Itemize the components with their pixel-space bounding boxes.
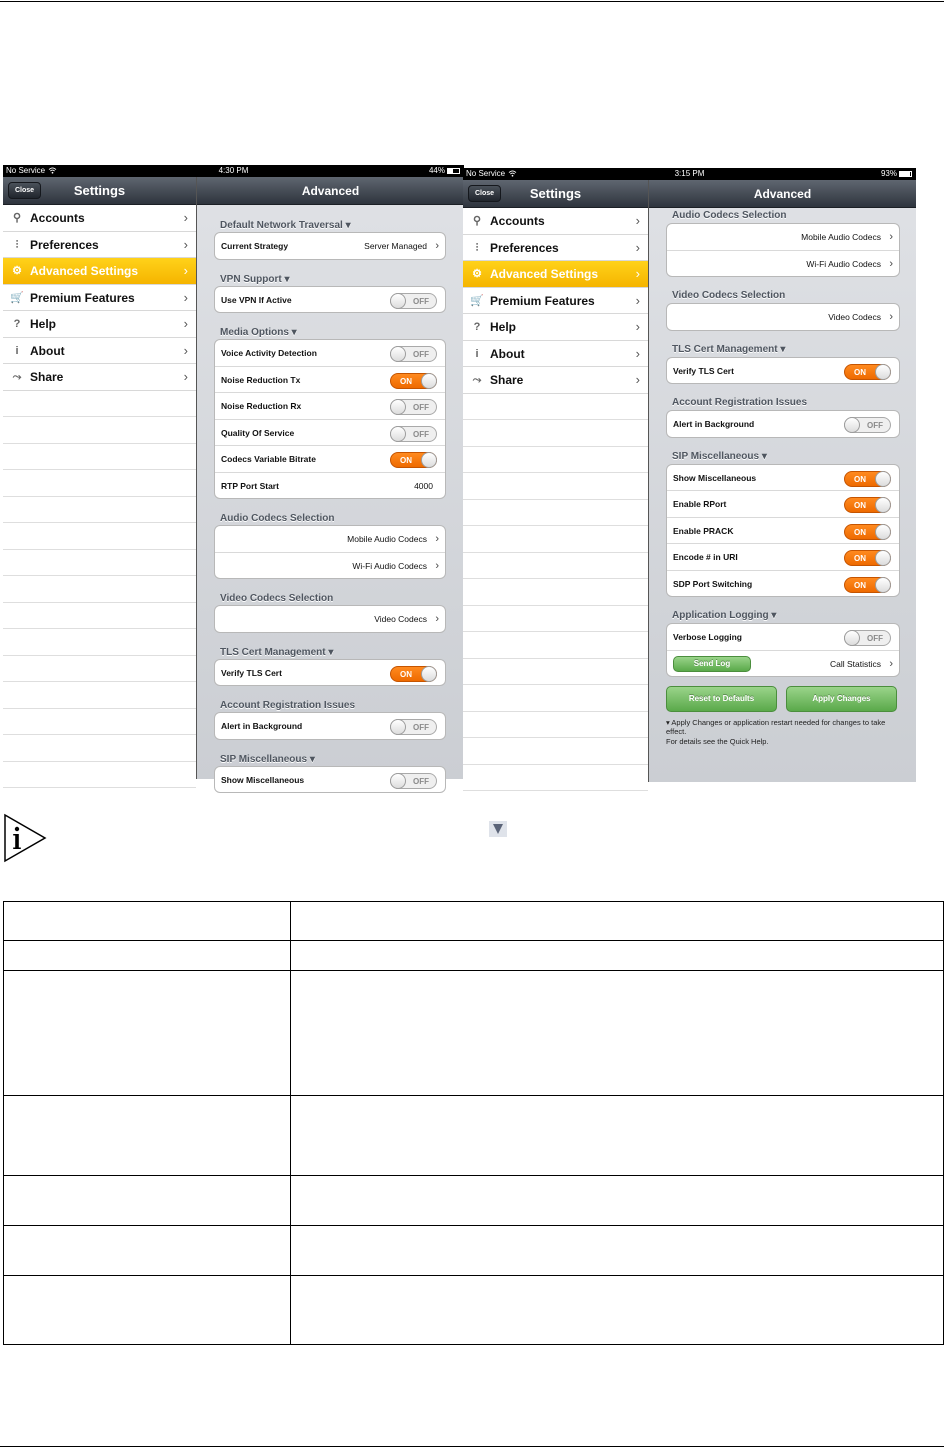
chevron-right-icon: ›	[435, 240, 439, 252]
toggle-knob	[844, 417, 860, 433]
setting-label: Alert in Background	[673, 419, 755, 429]
advanced-navbar	[197, 177, 464, 205]
quick-help-note: For details see the Quick Help.	[666, 737, 769, 746]
status-time: 4:30 PM	[218, 166, 249, 175]
settings-group	[666, 303, 900, 331]
section-title-vpn-support: VPN Support ▾	[220, 273, 290, 285]
info-note-icon	[3, 813, 47, 863]
chevron-right-icon: ›	[889, 657, 893, 670]
chevron-right-icon: ›	[635, 239, 640, 255]
table-cell-setting	[4, 971, 291, 1096]
menu-item-label: Premium Features	[30, 290, 135, 305]
toggle-state: ON	[400, 456, 412, 465]
setting-value: Mobile Audio Codecs	[801, 232, 881, 242]
empty-table-row	[463, 553, 648, 580]
status-time: 3:15 PM	[674, 169, 705, 178]
setting-value: Video Codecs	[828, 312, 881, 322]
empty-table-row	[3, 629, 196, 656]
menu-item-label: Premium Features	[490, 293, 595, 308]
settings-group	[214, 525, 446, 579]
toggle-knob	[421, 452, 437, 468]
battery-percent: 93%	[880, 169, 897, 178]
menu-item-label: Share	[30, 370, 64, 384]
toggle-switch[interactable]	[844, 577, 891, 593]
empty-table-row	[3, 603, 196, 630]
empty-table-row	[3, 417, 196, 444]
empty-table-row	[463, 447, 648, 474]
settings-group	[214, 232, 446, 260]
setting-value: Wi-Fi Audio Codecs	[352, 560, 427, 571]
section-title-tls-cert-management: TLS Cert Management ▾	[220, 646, 334, 658]
toggle-state: OFF	[413, 403, 429, 412]
toggle-state: ON	[854, 367, 866, 377]
setting-value: Mobile Audio Codecs	[347, 534, 427, 544]
toggle-knob	[390, 346, 406, 362]
chevron-right-icon: ›	[183, 263, 188, 278]
setting-label: Alert in Background	[221, 721, 303, 731]
toggle-knob	[390, 719, 406, 735]
menu-item-accounts[interactable]	[3, 205, 196, 232]
setting-row-verbose-logging[interactable]	[667, 624, 899, 651]
settings-description-table	[3, 901, 944, 1345]
chevron-right-icon: ›	[635, 266, 640, 281]
toggle-knob	[844, 630, 860, 646]
toggle-switch[interactable]	[844, 497, 891, 513]
accounts-icon: ⚲	[12, 212, 22, 224]
share-icon: ⤳	[472, 374, 482, 386]
menu-item-label: Advanced Settings	[30, 264, 139, 278]
menu-item-label: Preferences	[490, 240, 559, 255]
chevron-right-icon: ›	[183, 342, 188, 358]
chevron-right-icon: ›	[889, 257, 893, 270]
setting-label: Enable PRACK	[673, 525, 734, 536]
setting-row-wi-fi-audio-codecs[interactable]	[215, 553, 445, 580]
setting-label: Voice Activity Detection	[221, 348, 317, 358]
empty-table-row	[3, 762, 196, 789]
settings-group	[666, 223, 900, 277]
setting-row-mobile-audio-codecs[interactable]	[215, 526, 445, 553]
setting-label: Noise Reduction Rx	[221, 401, 302, 411]
setting-row-verify-tls-cert[interactable]	[215, 660, 445, 687]
menu-item-label: Share	[490, 373, 524, 387]
menu-item-label: Preferences	[30, 237, 99, 252]
setting-row-enable-rport[interactable]	[667, 491, 899, 518]
table-cell-description	[291, 1176, 944, 1226]
chevron-right-icon: ›	[183, 210, 188, 225]
empty-table-row	[3, 550, 196, 577]
menu-item-label: Accounts	[30, 211, 85, 225]
battery-status	[881, 168, 912, 180]
chevron-right-icon: ›	[635, 292, 640, 308]
chevron-right-icon: ›	[889, 311, 893, 323]
chevron-right-icon: ›	[183, 289, 188, 305]
cart-icon: 🛒	[10, 291, 24, 304]
toggle-state: ON	[854, 501, 866, 510]
toggle-state: OFF	[413, 429, 429, 439]
table-cell-description	[291, 1226, 944, 1276]
table-cell-setting	[4, 1096, 291, 1176]
section-title-video-codecs-selection: Video Codecs Selection	[672, 290, 786, 301]
setting-row-enable-prack[interactable]	[667, 518, 899, 545]
settings-menu	[463, 208, 648, 782]
accounts-icon: ⚲	[472, 215, 482, 227]
carrier-text: No Service	[466, 169, 506, 178]
setting-row-sdp-port-switching[interactable]	[667, 571, 899, 598]
toggle-switch[interactable]	[390, 452, 437, 468]
empty-table-row	[3, 682, 196, 709]
apply-changes-button[interactable]: Apply Changes	[786, 686, 897, 712]
section-title-tls-cert-management: TLS Cert Management ▾	[672, 343, 786, 355]
table-row	[4, 1226, 944, 1276]
setting-value: Video Codecs	[374, 614, 427, 624]
settings-group	[214, 605, 446, 633]
setting-row-verify-tls-cert[interactable]	[667, 358, 899, 385]
share-icon: ⤳	[12, 371, 22, 383]
empty-table-row	[3, 444, 196, 471]
setting-label: Enable RPort	[673, 499, 727, 509]
advanced-settings-icon: ⚙	[12, 265, 22, 277]
toggle-state: OFF	[867, 421, 883, 430]
chevron-right-icon: ›	[183, 236, 188, 252]
setting-row-quality-of-service[interactable]	[215, 420, 445, 447]
setting-row-show-miscellaneous[interactable]	[667, 465, 899, 492]
toggle-state: ON	[400, 669, 412, 679]
menu-item-label: Help	[490, 320, 517, 334]
footer-rule	[0, 1446, 944, 1447]
setting-label: SDP Port Switching	[673, 578, 753, 589]
preferences-icon: ⫶	[475, 241, 479, 254]
toggle-knob	[421, 373, 437, 389]
empty-table-row	[463, 473, 648, 500]
menu-item-share[interactable]	[463, 367, 648, 394]
toggle-switch[interactable]	[390, 293, 437, 309]
empty-table-row	[463, 420, 648, 447]
toggle-state: ON	[854, 554, 866, 563]
setting-value: Call Statistics	[829, 658, 881, 669]
toggle-switch[interactable]	[390, 773, 437, 789]
settings-group	[666, 464, 900, 598]
advanced-detail-pane	[649, 180, 916, 782]
chevron-right-icon: ›	[635, 372, 640, 387]
status-bar	[3, 165, 464, 177]
settings-master-pane	[3, 177, 197, 779]
close-button[interactable]: Close	[468, 185, 501, 202]
setting-label: Show Miscellaneous	[221, 774, 305, 785]
chevron-right-icon: ›	[889, 231, 893, 243]
setting-label: Quality Of Service	[221, 427, 295, 438]
advanced-title: Advanced	[301, 184, 360, 198]
toggle-state: OFF	[413, 776, 429, 786]
menu-item-accounts[interactable]	[463, 208, 648, 235]
empty-table-row	[463, 579, 648, 606]
help-icon: ?	[473, 321, 481, 333]
setting-row-current-strategy[interactable]	[215, 233, 445, 260]
section-title-default-network-traversal: Default Network Traversal ▾	[220, 220, 351, 231]
menu-item-label: About	[490, 346, 525, 361]
toggle-switch[interactable]	[390, 346, 437, 362]
menu-item-preferences[interactable]	[3, 232, 196, 259]
setting-row-voice-activity-detection[interactable]	[215, 340, 445, 367]
section-title-audio-codecs-selection: Audio Codecs Selection	[672, 210, 787, 221]
toggle-knob	[875, 524, 891, 540]
table-cell-description	[291, 941, 944, 971]
advanced-content	[197, 205, 464, 786]
toggle-knob	[875, 577, 891, 593]
setting-label: Use VPN If Active	[221, 294, 292, 305]
toggle-knob	[390, 773, 406, 789]
chevron-right-icon: ›	[435, 559, 439, 572]
menu-item-label: Advanced Settings	[490, 267, 599, 281]
menu-item-label: Help	[30, 317, 57, 331]
section-title-sip-miscellaneous: SIP Miscellaneous ▾	[672, 450, 767, 462]
empty-table-row	[3, 470, 196, 497]
table-cell-description	[291, 1276, 944, 1345]
setting-row-mobile-audio-codecs[interactable]	[667, 224, 899, 251]
settings-group	[666, 410, 900, 438]
empty-table-row	[463, 606, 648, 633]
toggle-knob	[390, 293, 406, 309]
toggle-knob	[875, 471, 891, 487]
menu-item-label: About	[30, 343, 65, 358]
settings-group	[214, 659, 446, 687]
settings-group	[666, 623, 900, 677]
toggle-knob	[875, 497, 891, 513]
table-cell-setting	[4, 1176, 291, 1226]
menu-item-help[interactable]	[463, 314, 648, 341]
header-rule	[0, 1, 944, 2]
help-icon: ?	[13, 318, 21, 330]
setting-row-wi-fi-audio-codecs[interactable]	[667, 251, 899, 278]
chevron-right-icon: ›	[183, 316, 188, 331]
preferences-icon: ⫶	[15, 238, 19, 251]
settings-master-pane	[463, 180, 649, 782]
menu-item-label: Accounts	[490, 214, 545, 228]
table-cell-setting	[4, 1226, 291, 1276]
setting-row-noise-reduction-rx[interactable]	[215, 393, 445, 420]
section-title-video-codecs-selection: Video Codecs Selection	[220, 593, 334, 604]
battery-icon	[899, 171, 912, 177]
setting-label: Current Strategy	[221, 241, 289, 251]
setting-value: 4000	[414, 480, 433, 491]
setting-row-noise-reduction-tx[interactable]	[215, 367, 445, 394]
settings-group	[214, 712, 446, 740]
empty-table-row	[463, 765, 648, 792]
toggle-knob	[875, 550, 891, 566]
setting-row-use-vpn-if-active[interactable]	[215, 287, 445, 314]
empty-table-row	[3, 709, 196, 736]
setting-label: Show Miscellaneous	[673, 472, 757, 483]
table-row	[4, 1176, 944, 1226]
section-title-account-registration-issues: Account Registration Issues	[220, 700, 356, 711]
send-log-button[interactable]: Send Log	[673, 656, 751, 672]
chevron-right-icon: ›	[635, 213, 640, 228]
toggle-switch[interactable]	[844, 364, 891, 380]
toggle-switch[interactable]	[844, 417, 891, 433]
close-button[interactable]: Close	[8, 182, 41, 199]
toggle-switch[interactable]	[844, 630, 891, 646]
empty-table-row	[3, 497, 196, 524]
table-row	[4, 1276, 944, 1345]
setting-label: RTP Port Start	[221, 480, 279, 491]
setting-label: Encode # in URI	[673, 552, 738, 562]
toggle-state: OFF	[413, 723, 429, 732]
toggle-state: ON	[854, 527, 866, 537]
cart-icon: 🛒	[470, 294, 484, 307]
menu-item-advanced-settings[interactable]	[3, 258, 196, 285]
menu-item-premium-features[interactable]	[3, 285, 196, 312]
toggle-state: OFF	[867, 634, 883, 643]
menu-item-about[interactable]	[463, 341, 648, 368]
about-icon: i	[475, 347, 479, 360]
setting-row-call-statistics[interactable]	[667, 651, 899, 678]
setting-label: Verify TLS Cert	[221, 667, 282, 678]
table-row	[4, 941, 944, 971]
left-ipad-screenshot	[3, 165, 464, 786]
settings-navbar	[463, 180, 648, 208]
menu-item-preferences[interactable]	[463, 235, 648, 262]
setting-row-video-codecs[interactable]	[215, 606, 445, 633]
setting-label: Verbose Logging	[673, 632, 742, 642]
menu-item-help[interactable]	[3, 311, 196, 338]
table-cell-setting	[4, 941, 291, 971]
empty-table-row	[3, 656, 196, 683]
menu-item-about[interactable]	[3, 338, 196, 365]
table-row	[4, 1096, 944, 1176]
settings-title: Settings	[73, 183, 126, 198]
toggle-state: ON	[400, 376, 412, 386]
settings-group	[214, 339, 446, 499]
empty-table-row	[463, 659, 648, 686]
toggle-switch[interactable]	[390, 719, 437, 735]
toggle-knob	[390, 426, 406, 442]
menu-item-premium-features[interactable]	[463, 288, 648, 315]
toggle-switch[interactable]	[844, 471, 891, 487]
empty-table-row	[3, 576, 196, 603]
toggle-knob	[421, 666, 437, 682]
right-ipad-screenshot	[463, 168, 916, 782]
empty-table-row	[463, 685, 648, 712]
setting-row-encode-in-uri[interactable]	[667, 544, 899, 571]
empty-table-row	[463, 500, 648, 527]
settings-group	[214, 766, 446, 794]
advanced-detail-pane	[197, 177, 464, 786]
settings-navbar	[3, 177, 196, 205]
empty-table-row	[463, 738, 648, 765]
setting-row-video-codecs[interactable]	[667, 304, 899, 331]
empty-table-row	[3, 735, 196, 762]
battery-icon	[447, 168, 460, 174]
about-icon: i	[15, 344, 19, 357]
setting-label: Noise Reduction Tx	[221, 374, 301, 385]
section-title-audio-codecs-selection: Audio Codecs Selection	[220, 513, 335, 524]
toggle-state: ON	[854, 474, 866, 484]
advanced-content	[649, 208, 916, 782]
table-row	[4, 902, 944, 941]
battery-percent: 44%	[428, 166, 445, 175]
settings-group	[666, 357, 900, 385]
toggle-state: OFF	[413, 296, 429, 306]
toggle-switch[interactable]	[390, 373, 437, 389]
setting-value: Wi-Fi Audio Codecs	[806, 258, 881, 269]
toggle-state: ON	[854, 580, 866, 590]
section-title-media-options: Media Options ▾	[220, 327, 297, 338]
empty-table-row	[463, 526, 648, 553]
empty-table-row	[463, 394, 648, 421]
chevron-right-icon: ›	[183, 369, 188, 384]
empty-table-row	[3, 391, 196, 418]
toggle-switch[interactable]	[844, 524, 891, 540]
section-title-account-registration-issues: Account Registration Issues	[672, 397, 808, 408]
setting-row-show-miscellaneous[interactable]	[215, 767, 445, 794]
toggle-knob	[390, 399, 406, 415]
table-cell-description	[291, 1096, 944, 1176]
setting-value: Server Managed	[364, 241, 427, 251]
empty-table-row	[463, 632, 648, 659]
table-cell-setting	[4, 1276, 291, 1345]
setting-row-rtp-port-start	[215, 473, 445, 500]
setting-label: Verify TLS Cert	[673, 365, 734, 376]
table-cell-description	[291, 971, 944, 1096]
settings-title: Settings	[529, 186, 582, 201]
chevron-right-icon: ›	[635, 345, 640, 361]
chevron-right-icon: ›	[435, 533, 439, 545]
setting-row-alert-in-background[interactable]	[215, 713, 445, 740]
settings-menu	[3, 205, 196, 779]
settings-group	[214, 286, 446, 314]
advanced-settings-icon: ⚙	[472, 268, 482, 280]
setting-label: Codecs Variable Bitrate	[221, 454, 316, 464]
empty-table-row	[463, 712, 648, 739]
table-row	[4, 971, 944, 1096]
table-cell-setting	[4, 902, 291, 941]
section-title-application-logging: Application Logging ▾	[672, 610, 777, 621]
apply-changes-note: ▾ Apply Changes or application restart needed for changes to take effect.	[666, 718, 886, 736]
chevron-right-icon: ›	[635, 319, 640, 334]
section-title-sip-miscellaneous: SIP Miscellaneous ▾	[220, 753, 315, 765]
battery-status	[429, 165, 460, 177]
chevron-right-icon: ›	[435, 613, 439, 625]
toggle-switch[interactable]	[390, 666, 437, 682]
toggle-switch[interactable]	[844, 550, 891, 566]
advanced-title: Advanced	[753, 187, 812, 201]
reset-to-defaults-button[interactable]: Reset to Defaults	[666, 686, 777, 712]
empty-table-row	[3, 523, 196, 550]
toggle-switch[interactable]	[390, 399, 437, 415]
carrier-text: No Service	[6, 166, 46, 175]
menu-item-advanced-settings[interactable]	[463, 261, 648, 288]
setting-row-codecs-variable-bitrate[interactable]	[215, 446, 445, 473]
table-cell-description	[291, 902, 944, 941]
toggle-switch[interactable]	[390, 426, 437, 442]
menu-item-share[interactable]	[3, 364, 196, 391]
status-bar	[463, 168, 916, 180]
toggle-knob	[875, 364, 891, 380]
advanced-navbar	[649, 180, 916, 208]
setting-row-alert-in-background[interactable]	[667, 411, 899, 438]
down-triangle-icon	[489, 821, 507, 837]
toggle-state: OFF	[413, 350, 429, 359]
